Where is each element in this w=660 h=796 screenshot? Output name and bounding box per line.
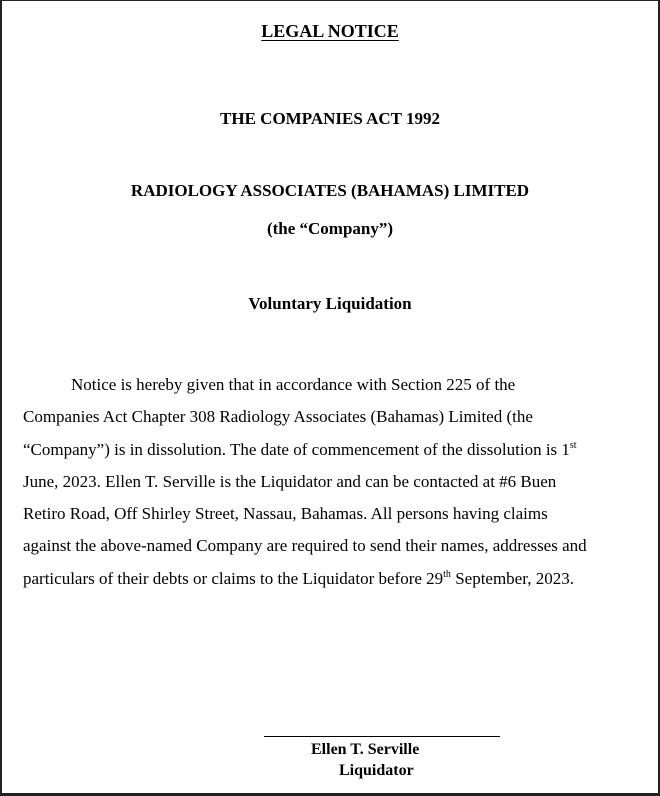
body-line-7: [23, 563, 641, 595]
signatory-name: Ellen T. Serville: [311, 741, 420, 758]
body-line-4: June, 2023. Ellen T. Serville is the Liquidator and can be contacted at #6 Buen: [23, 471, 557, 491]
signature-line: [264, 736, 500, 737]
notice-body: [23, 369, 641, 595]
body-line-1: Notice is hereby given that in accordance with Section 225 of the: [71, 375, 516, 394]
body-line-7-end: September, 2023.: [450, 568, 574, 588]
body-line-3: [23, 434, 641, 466]
company-alias: (the “Company”): [266, 219, 394, 238]
body-line-7-text: particulars of their debts or claims to the Liquidator before 29: [23, 568, 444, 588]
body-line-5: Retiro Road, Off Shirley Street, Nassau, Bahamas. All persons having claims: [23, 504, 548, 524]
ordinal-suffix: th: [443, 568, 451, 580]
act-heading: THE COMPANIES ACT 1992: [220, 109, 440, 128]
ordinal-suffix: st: [569, 439, 577, 451]
body-line-3-text: “Company”) is in dissolution. The date of commencement of the dissolution is 1: [23, 439, 570, 459]
body-line-2: Companies Act Chapter 308 Radiology Associates (Bahamas) Limited (the: [23, 407, 533, 427]
signatory-title: Liquidator: [339, 762, 414, 779]
body-line-6: against the above-named Company are required to send their names, addresses and: [23, 536, 587, 556]
notice-title: LEGAL NOTICE: [261, 21, 399, 41]
company-name: RADIOLOGY ASSOCIATES (BAHAMAS) LIMITED: [130, 181, 530, 200]
section-heading: Voluntary Liquidation: [248, 294, 412, 313]
